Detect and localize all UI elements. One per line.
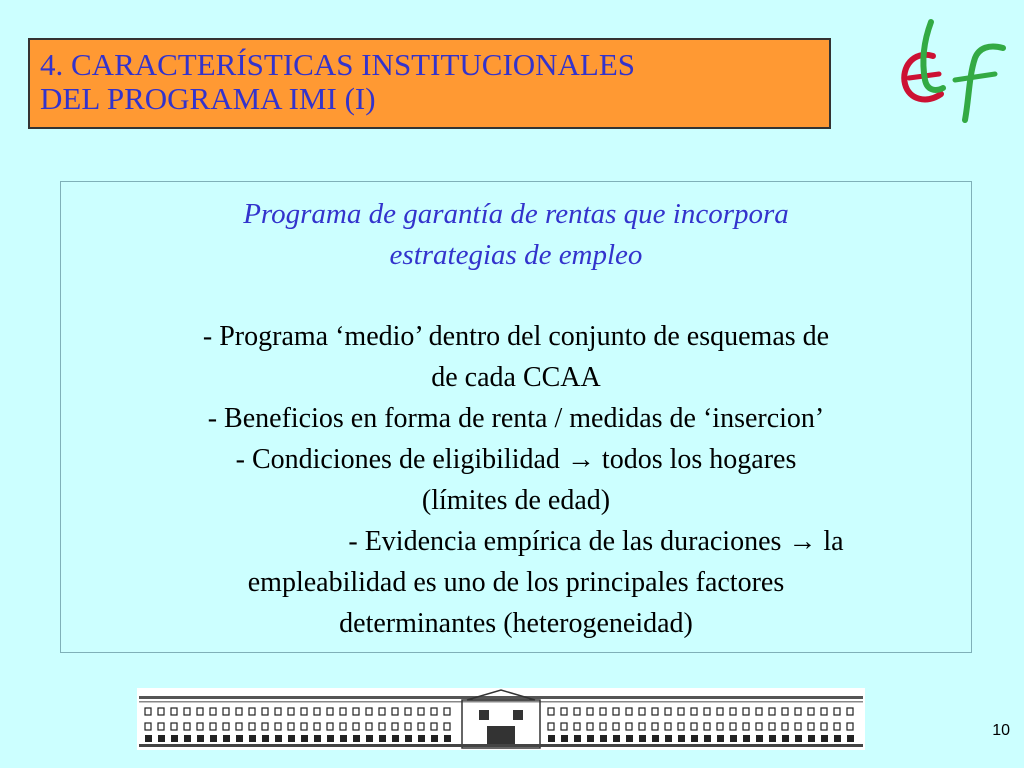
content-box (60, 181, 972, 653)
bullet-4-line-1: - Evidencia empírica de las duraciones → la (348, 526, 844, 557)
bullet-item-2 (61, 398, 971, 439)
bullet-item-1 (61, 316, 971, 398)
bullet-3-line-2: (límites de edad) (421, 485, 611, 516)
cef-logo-icon (895, 18, 1010, 123)
building-illustration-icon (137, 688, 865, 750)
slide-title-line-1: 4. CARACTERÍSTICAS INSTITUCIONALES (40, 47, 636, 82)
bullet-3-line-1: - Condiciones de eligibilidad → todos los hogares (235, 444, 797, 475)
page-number: 10 (992, 722, 1010, 739)
bullet-2-line-1: - Beneficios en forma de renta / medidas de ‘insercion’ (207, 403, 825, 434)
subtitle-line-2: estrategias de empleo (389, 239, 643, 271)
bullet-item-4 (61, 521, 971, 644)
bullet-4-line-3: determinantes (heterogeneidad) (339, 608, 693, 639)
content-subtitle (61, 194, 971, 276)
bullet-1-line-1: - Programa ‘medio’ dentro del conjunto de esquemas de (202, 321, 830, 352)
slide-title-box (28, 38, 831, 129)
bullet-4-line-2: empleabilidad es uno de los principales factores (247, 567, 785, 598)
bullet-item-3 (61, 439, 971, 521)
slide-title-line-2: DEL PROGRAMA IMI (I) (40, 81, 376, 116)
bullet-1-line-2: de cada CCAA (431, 362, 601, 393)
subtitle-line-1: Programa de garantía de rentas que incorpora (243, 198, 789, 230)
